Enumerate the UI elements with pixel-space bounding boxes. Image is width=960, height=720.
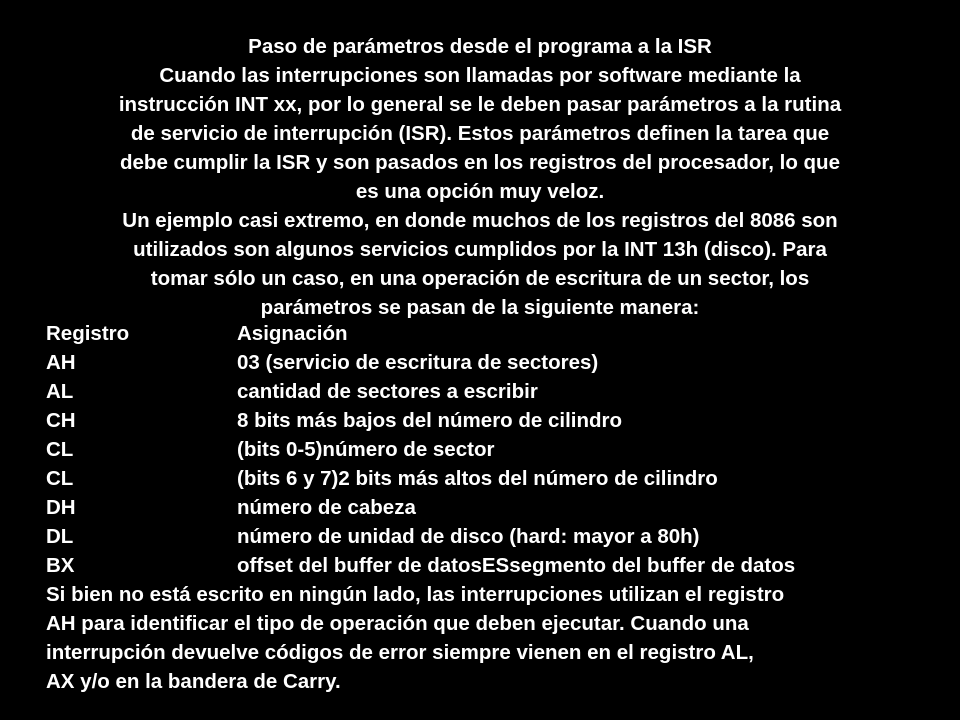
register-name: DL xyxy=(46,525,74,548)
register-assignment: número de cabeza xyxy=(237,496,416,519)
closing-paragraph xyxy=(46,580,926,696)
register-name: AH xyxy=(46,351,76,374)
register-assignment: (bits 0-5)número de sector xyxy=(237,438,495,461)
register-name: DH xyxy=(46,496,76,519)
register-assignment: offset del buffer de datosESsegmento del buffer de datos xyxy=(237,554,796,577)
register-assignment: 8 bits más bajos del número de cilindro xyxy=(237,409,623,432)
register-name: CH xyxy=(46,409,76,432)
register-row xyxy=(46,551,926,580)
register-name: AL xyxy=(46,380,74,403)
register-row xyxy=(46,493,926,522)
register-assignment: (bits 6 y 7)2 bits más altos del número de cilindro xyxy=(237,467,718,490)
register-row xyxy=(46,435,926,464)
closing-line: Si bien no está escrito en ningún lado, las interrupciones utilizan el registro xyxy=(46,583,785,606)
register-table-header xyxy=(46,319,926,348)
register-row xyxy=(46,464,926,493)
intro-line: debe cumplir la ISR y son pasados en los registros del procesador, lo que xyxy=(120,151,840,174)
intro-line: es una opción muy veloz. xyxy=(355,180,605,203)
example-line: parámetros se pasan de la siguiente manera: xyxy=(260,296,700,319)
register-row xyxy=(46,348,926,377)
example-line: tomar sólo un caso, en una operación de escritura de un sector, los xyxy=(150,267,810,290)
register-name: CL xyxy=(46,438,74,461)
example-line: Un ejemplo casi extremo, en donde muchos de los registros del 8086 son xyxy=(122,209,838,232)
register-name: BX xyxy=(46,554,75,577)
intro-line: instrucción INT xx, por lo general se le deben pasar parámetros a la rutina xyxy=(118,93,842,116)
intro-paragraph xyxy=(40,61,920,206)
closing-line: interrupción devuelve códigos de error siempre vienen en el registro AL, xyxy=(46,641,754,664)
register-row xyxy=(46,522,926,551)
header-assignment: Asignación xyxy=(237,322,348,345)
register-table xyxy=(46,319,926,580)
register-row xyxy=(46,406,926,435)
register-assignment: número de unidad de disco (hard: mayor a 80h) xyxy=(237,525,700,548)
example-line: utilizados son algunos servicios cumplidos por la INT 13h (disco). Para xyxy=(133,238,827,261)
register-assignment: cantidad de sectores a escribir xyxy=(237,380,538,403)
closing-line: AH para identificar el tipo de operación que deben ejecutar. Cuando una xyxy=(46,612,749,635)
register-assignment: 03 (servicio de escritura de sectores) xyxy=(237,351,599,374)
intro-line: de servicio de interrupción (ISR). Estos parámetros definen la tarea que xyxy=(130,122,830,145)
register-row xyxy=(46,377,926,406)
register-name: CL xyxy=(46,467,74,490)
closing-line: AX y/o en la bandera de Carry. xyxy=(46,670,341,693)
slide-title: Paso de parámetros desde el programa a la ISR xyxy=(248,35,712,58)
intro-line: Cuando las interrupciones son llamadas por software mediante la xyxy=(159,64,801,87)
header-register: Registro xyxy=(46,322,130,345)
example-paragraph xyxy=(40,206,920,322)
